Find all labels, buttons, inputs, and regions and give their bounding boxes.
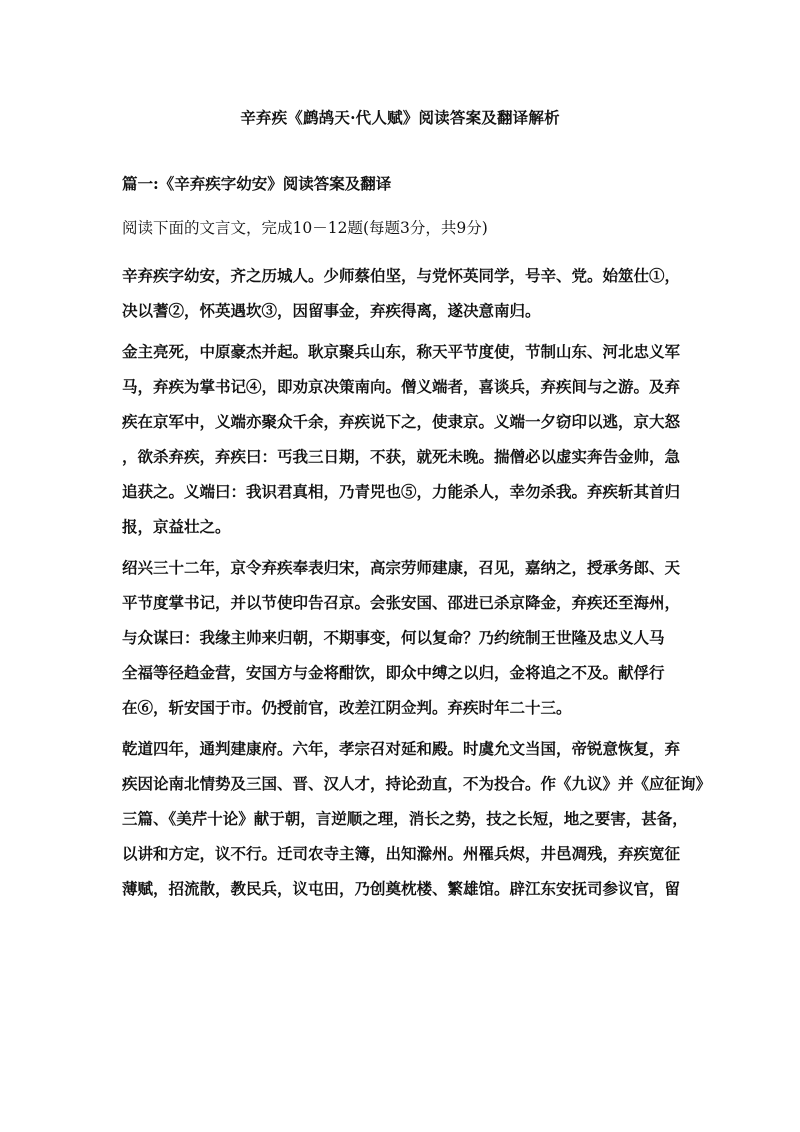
passage-line: 金主亮死，中原豪杰并起。耿京聚兵山东，称天平节度使，节制山东、河北忠义军 bbox=[122, 342, 681, 361]
passage-paragraph-4 bbox=[122, 731, 712, 906]
passage-line: 在⑥，斩安国于市。仍授前官，改差江阴佥判。弃疾时年二十三。 bbox=[122, 698, 572, 717]
passage-line: 辛弃疾字幼安，齐之历城人。少师蔡伯坚，与党怀英同学，号辛、党。始筮仕①， bbox=[122, 266, 681, 285]
passage-line: 三篇、《美芹十论》献于朝，言逆顺之理，消长之势，技之长短，地之要害，甚备， bbox=[122, 809, 688, 828]
passage-line: 疾在京军中，义端亦聚众千余，弃疾说下之，使隶京。义端一夕窃印以逃，京大怒 bbox=[122, 412, 681, 431]
passage-line: 以讲和方定，议不行。迁司农寺主簿，出知滁州。州罹兵烬，井邑凋残，弃疾宽征 bbox=[122, 844, 681, 863]
passage-paragraph-2 bbox=[122, 334, 682, 544]
document-title: 辛弃疾《鹧鸪天·代人赋》阅读答案及翻译解析 bbox=[240, 108, 560, 127]
passage-line: 乾道四年，通判建康府。六年，孝宗召对延和殿。时虞允文当国，帝锐意恢复，弃 bbox=[122, 739, 681, 758]
passage-line: ，欲杀弃疾，弃疾曰：丐我三日期，不获，就死未晚。揣僧必以虚实奔告金帅，急 bbox=[122, 447, 681, 466]
passage-line: 与众谋曰：我缘主帅来归朝，不期事变，何以复命？乃约统制王世隆及忠义人马 bbox=[122, 628, 665, 647]
reading-instruction: 阅读下面的文言文，完成10－12题(每题3分，共9分) bbox=[122, 219, 488, 237]
passage-paragraph-3 bbox=[122, 550, 682, 725]
passage-line: 马，弃疾为掌书记④，即劝京决策南向。僧义端者，喜谈兵，弃疾间与之游。及弃 bbox=[122, 377, 681, 396]
passage-line: 绍兴三十二年，京令弃疾奉表归宋，高宗劳师建康，召见，嘉纳之，授承务郎、天 bbox=[122, 558, 681, 577]
passage-paragraph-1 bbox=[122, 258, 682, 328]
passage-line: 薄赋，招流散，教民兵，议屯田，乃创奠枕楼、繁雄馆。辟江东安抚司参议官，留 bbox=[122, 879, 681, 898]
section-heading: 篇一:《辛弃疾字幼安》阅读答案及翻译 bbox=[122, 174, 392, 193]
passage-line: 疾因论南北情势及三国、晋、汉人才，持论劲直，不为投合。作《九议》并《应征询》 bbox=[122, 774, 712, 793]
passage-line: 追获之。义端曰：我识君真相，乃青兕也⑤，力能杀人，幸勿杀我。弃疾斩其首归 bbox=[122, 482, 681, 501]
passage-line: 决以蓍②，怀英遇坎③，因留事金，弃疾得离，遂决意南归。 bbox=[122, 301, 541, 320]
passage-line: 全福等径趋金营，安国方与金将酣饮，即众中缚之以归，金将追之不及。献俘行 bbox=[122, 663, 665, 682]
passage-line: 报，京益壮之。 bbox=[122, 517, 231, 536]
passage-line: 平节度掌书记，并以节使印告召京。会张安国、邵进已杀京降金，弃疾还至海州， bbox=[122, 593, 681, 612]
passage-body bbox=[122, 258, 712, 912]
